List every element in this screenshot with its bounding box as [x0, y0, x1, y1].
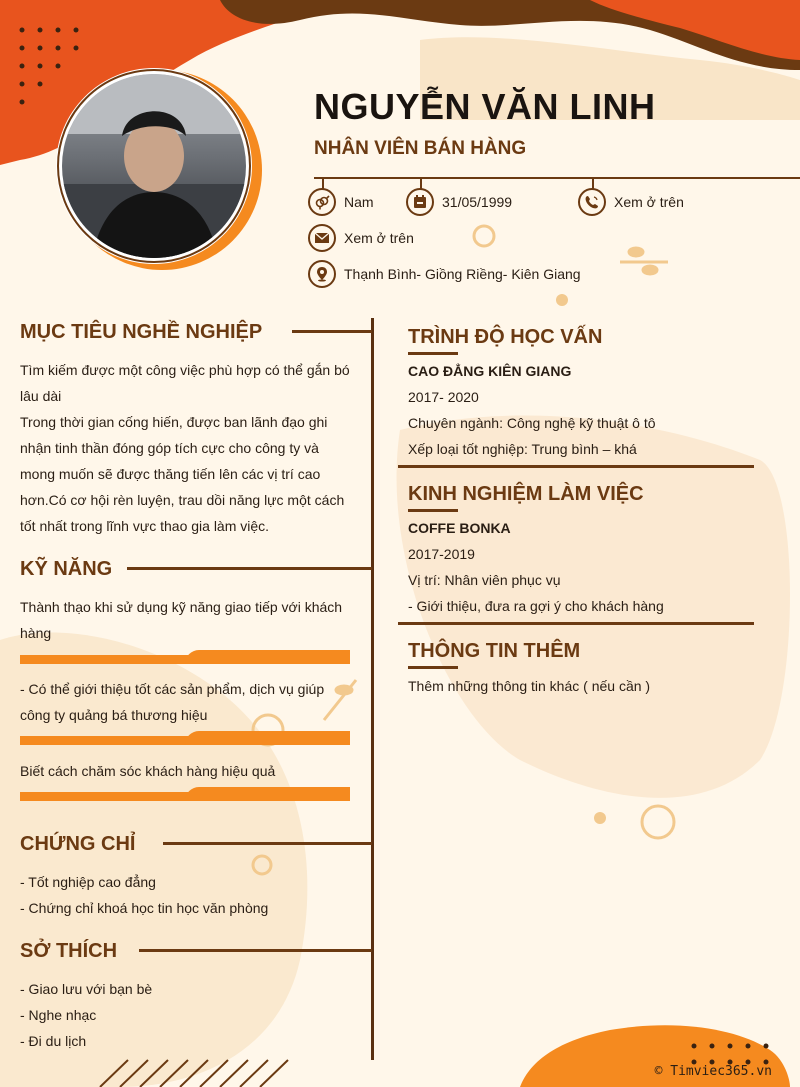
birthday-value: 31/05/1999	[442, 194, 513, 210]
contact-birthday	[406, 188, 512, 216]
experience-title-line	[408, 509, 458, 512]
section-divider	[398, 622, 754, 625]
additional-title-line	[408, 666, 458, 669]
skill-bar-fill	[185, 650, 350, 664]
experience-title: KINH NGHIỆM LÀM VIỆC	[408, 483, 644, 505]
skill-bar-fill	[185, 787, 350, 801]
objective-line: tốt nhất trong lĩnh vực thao gia làm việc.	[20, 518, 270, 534]
education-major: Chuyên ngành: Công nghệ kỹ thuật ô tô	[408, 415, 656, 431]
skill-text: Thành thạo khi sử dụng kỹ năng giao tiếp với khách	[20, 599, 343, 615]
candidate-name: NGUYỄN VĂN LINH	[314, 86, 656, 127]
education-grade: Xếp loại tốt nghiệp: Trung bình – khá	[408, 441, 637, 457]
experience-position: Vị trí: Nhân viên phục vụ	[408, 572, 561, 588]
skills-title-line	[127, 567, 372, 570]
education-details	[408, 358, 656, 462]
header-divider	[314, 177, 800, 179]
school-name: CAO ĐẲNG KIÊN GIANG	[408, 363, 572, 379]
objective-line: lâu dài	[20, 388, 62, 404]
skill-text: hàng	[20, 625, 52, 641]
contact-phone	[578, 188, 684, 216]
objective-line: mong muốn sẽ được thăng tiến lên các vị trí cao	[20, 466, 321, 482]
experience-duty: - Giới thiệu, đưa ra gợi ý cho khách hàng	[408, 598, 664, 614]
calendar-icon	[406, 188, 434, 216]
watermark: © Timviec365.vn	[654, 1064, 772, 1079]
skill-bar	[20, 731, 350, 745]
objective-title: MỤC TIÊU NGHỀ NGHIỆP	[20, 321, 263, 343]
hobby-item: - Nghe nhạc	[20, 1007, 97, 1023]
experience-details	[408, 515, 664, 619]
section-divider	[398, 465, 754, 468]
certificates-title-line	[163, 842, 372, 845]
objective-line: hơn.Có cơ hội rèn luyện, trau dồi năng lực một cách	[20, 492, 345, 508]
job-title: NHÂN VIÊN BÁN HÀNG	[314, 138, 527, 159]
gender-icon	[308, 188, 336, 216]
education-title-line	[408, 352, 458, 355]
hobbies-title-line	[139, 949, 372, 952]
hobbies-title: SỞ THÍCH	[20, 940, 118, 962]
hobbies-list	[20, 976, 152, 1054]
objective-text	[20, 357, 353, 539]
certificate-item: - Tốt nghiệp cao đẳng	[20, 874, 156, 890]
skill-item	[20, 594, 360, 646]
company-name: COFFE BONKA	[408, 520, 511, 536]
education-title: TRÌNH ĐỘ HỌC VẤN	[408, 326, 603, 348]
skill-bar-fill	[185, 731, 350, 745]
certificate-item: - Chứng chỉ khoá học tin học văn phòng	[20, 900, 269, 916]
skill-item	[20, 676, 360, 728]
location-pin-icon	[308, 260, 336, 288]
skill-bar	[20, 650, 350, 664]
contact-email	[308, 224, 414, 252]
phone-value: Xem ở trên	[614, 194, 684, 210]
objective-line: nhận tinh thần đóng góp tích cực cho công ty và	[20, 440, 319, 456]
additional-text: Thêm những thông tin khác ( nếu cần )	[408, 678, 651, 694]
skill-item	[20, 758, 360, 784]
hobby-item: - Đi du lịch	[20, 1033, 87, 1049]
objective-line: Tìm kiếm được một công việc phù hợp có thể gắn bó	[20, 362, 350, 378]
experience-years: 2017-2019	[408, 546, 475, 562]
skills-title: KỸ NĂNG	[20, 558, 113, 580]
certificates-title: CHỨNG CHỈ	[20, 833, 136, 855]
skill-bar	[20, 787, 350, 801]
address-value: Thạnh Bình- Giồng Riềng- Kiên Giang	[344, 266, 581, 282]
education-years: 2017- 2020	[408, 389, 479, 405]
skill-text: công ty quảng bá thương hiệu	[20, 707, 208, 723]
contact-address	[308, 260, 581, 288]
skill-text: Biết cách chăm sóc khách hàng hiệu quả	[20, 763, 276, 779]
objective-line: Trong thời gian cống hiến, được ban lãnh đạo ghi	[20, 414, 328, 430]
hobby-item: - Giao lưu với bạn bè	[20, 981, 153, 997]
email-value: Xem ở trên	[344, 230, 414, 246]
contact-gender	[308, 188, 374, 216]
phone-icon	[578, 188, 606, 216]
envelope-icon	[308, 224, 336, 252]
certificates-list	[20, 869, 268, 921]
objective-title-line	[292, 330, 372, 333]
avatar	[62, 74, 246, 258]
additional-title: THÔNG TIN THÊM	[408, 640, 581, 662]
gender-value: Nam	[344, 194, 374, 210]
skill-text: - Có thể giới thiệu tốt các sản phẩm, dịch vụ giúp	[20, 681, 325, 697]
